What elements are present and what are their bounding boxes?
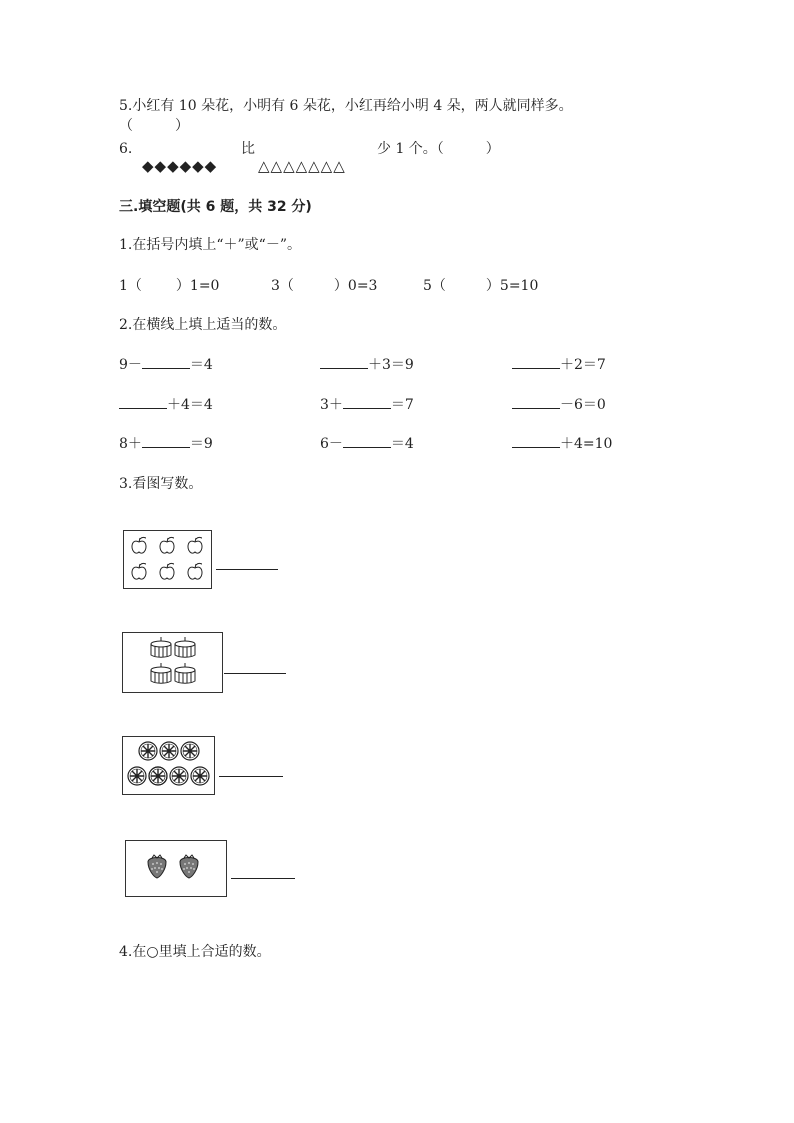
strawberry-picture-box (125, 840, 227, 897)
answer-line[interactable] (216, 568, 278, 570)
eq-post: ＝4 (189, 357, 213, 373)
item-left: 1（ (119, 278, 142, 294)
section-3-title: 三.填空题(共 6 题，共 32 分) (119, 199, 312, 215)
problem-2-prompt: 2.在横线上填上适当的数。 (119, 317, 287, 333)
answer-line[interactable] (224, 672, 286, 674)
eq-post: ＝4 (390, 436, 414, 452)
answer-blank[interactable] (343, 396, 391, 409)
fill-blank-equation[interactable] (512, 396, 606, 414)
answer-line[interactable] (219, 775, 283, 777)
triangle-icons: △△△△△△△ (258, 157, 346, 175)
orange-picture-box (122, 736, 215, 795)
eq-pre: 6－ (320, 436, 343, 452)
eq-post: ＝9 (189, 436, 213, 452)
problem-3-prompt: 3.看图写数。 (119, 476, 203, 492)
orange-slice-icon (123, 737, 214, 794)
eq-post: ＋4=10 (560, 436, 613, 452)
eq-post: ＋3＝9 (368, 357, 414, 373)
strawberry-icon (126, 841, 226, 896)
fill-blank-equation[interactable] (119, 396, 213, 414)
problem-4-prompt: 4.在○里填上合适的数。 (119, 944, 271, 960)
cake-icon (123, 633, 222, 692)
eq-pre: 9－ (119, 357, 142, 373)
apple-picture-box (123, 530, 212, 589)
fill-blank-equation[interactable] (320, 356, 414, 374)
problem-1-prompt: 1.在括号内填上“＋”或“－”。 (119, 237, 301, 253)
answer-blank[interactable] (320, 356, 368, 369)
eq-post: ＋2＝7 (560, 357, 606, 373)
item-right: ）1=0 (175, 278, 220, 294)
question-6-rest[interactable]: 少 1 个。（ ） (377, 141, 500, 157)
cake-picture-box (122, 632, 223, 693)
item-left: 3（ (271, 278, 294, 294)
answer-blank[interactable] (512, 435, 560, 448)
answer-blank[interactable] (142, 356, 190, 369)
answer-blank[interactable] (343, 435, 391, 448)
item-left: 5（ (423, 278, 446, 294)
problem-1-item[interactable] (271, 277, 377, 295)
question-5-text: 5.小红有 10 朵花，小明有 6 朵花，小红再给小明 4 朵，两人就同样多。 (119, 98, 573, 114)
eq-post: －6＝0 (560, 397, 606, 413)
fill-blank-equation[interactable] (119, 356, 213, 374)
question-5-answer-paren[interactable]: （ ） (119, 118, 189, 134)
problem-1-item[interactable] (423, 277, 538, 295)
fill-blank-equation[interactable] (512, 435, 612, 453)
fill-blank-equation[interactable] (119, 435, 213, 453)
item-right: ）0=3 (333, 278, 378, 294)
question-6-number: 6. (119, 141, 133, 157)
answer-blank[interactable] (142, 435, 190, 448)
answer-line[interactable] (231, 877, 295, 879)
fill-blank-equation[interactable] (512, 356, 606, 374)
eq-post: ＝7 (390, 397, 414, 413)
answer-blank[interactable] (119, 396, 167, 409)
answer-blank[interactable] (512, 396, 560, 409)
problem-1-item[interactable] (119, 277, 219, 295)
fill-blank-equation[interactable] (320, 396, 414, 414)
item-right: ）5=10 (485, 278, 539, 294)
diamond-icons: ◆◆◆◆◆◆ (142, 157, 218, 175)
eq-pre: 8＋ (119, 436, 142, 452)
eq-pre: 3＋ (320, 397, 343, 413)
fill-blank-equation[interactable] (320, 435, 414, 453)
eq-post: ＋4＝4 (167, 397, 213, 413)
answer-blank[interactable] (512, 356, 560, 369)
apple-icon (124, 531, 211, 588)
question-6-bi: 比 (241, 141, 255, 157)
